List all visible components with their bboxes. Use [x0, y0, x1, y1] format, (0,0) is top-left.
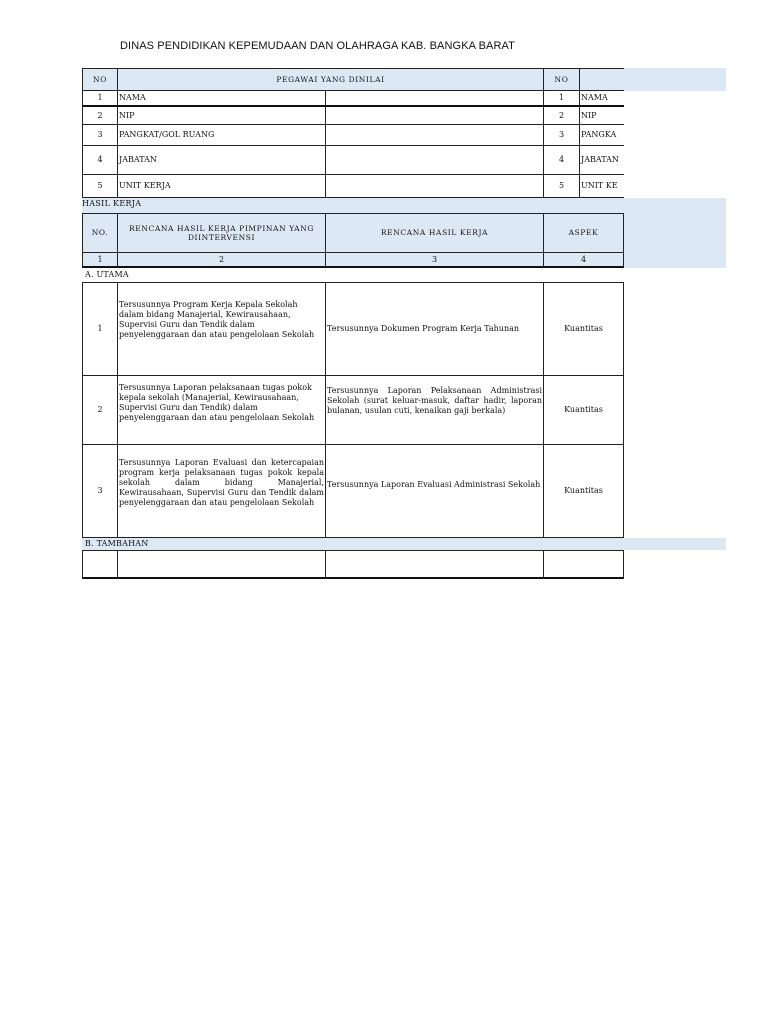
table-row-aspek: Kuantitas: [544, 445, 624, 538]
identity-label-right: PANGKA: [580, 125, 624, 146]
col-header-aspek: ASPEK: [544, 213, 624, 253]
col-number-1: 1: [82, 253, 118, 268]
identity-value: [326, 107, 544, 125]
header-right-blank: [580, 68, 624, 91]
identity-no-right: 2: [544, 107, 580, 125]
table-row-pimpinan: Tersusunnya Program Kerja Kepala Sekolah dalam bidang Manajerial, Kewirausahaan, Supervisi Guru dan Tendik dalam penyelenggaraan dan atau pengelolaan Sekolah: [118, 282, 326, 376]
hasil-shade-extension: [624, 198, 726, 268]
table-row-no: 1: [82, 282, 118, 376]
identity-value: [326, 146, 544, 175]
identity-label-right: NIP: [580, 107, 624, 125]
identity-label: NAMA: [118, 91, 326, 107]
table-row-no: 2: [82, 376, 118, 445]
col-header-rencana: RENCANA HASIL KERJA: [326, 213, 544, 253]
identity-no-right: 3: [544, 125, 580, 146]
identity-no: 5: [82, 175, 118, 198]
hasil-kerja-label: HASIL KERJA: [82, 199, 142, 208]
table-row-aspek: Kuantitas: [544, 282, 624, 376]
table-row-pimpinan: Tersusunnya Laporan pelaksanaan tugas pokok kepala sekolah (Manajerial, Kewirausahaan, Supervisi Guru dan Tendik) dalam penyelenggaraan dan atau pengelolaan Sekolah: [118, 376, 326, 445]
identity-value: [326, 125, 544, 146]
table-row-no: 3: [82, 445, 118, 538]
identity-no-right: 5: [544, 175, 580, 198]
header-no-right: NO: [544, 68, 580, 91]
identity-label: NIP: [118, 107, 326, 125]
table-row-empty-aspek: [544, 550, 624, 579]
table-row-empty-pimpinan: [118, 550, 326, 579]
document-title: DINAS PENDIDIKAN KEPEMUDAAN DAN OLAHRAGA KAB. BANGKA BARAT: [120, 40, 515, 52]
table-row-rencana: Tersusunnya Laporan Pelaksanaan Administrasi Sekolah (surat keluar-masuk, daftar hadir, laporan bulanan, usulan cuti, kenaikan gaji berkala): [326, 376, 544, 445]
col-header-pimpinan: RENCANA HASIL KERJA PIMPINAN YANG DIINTERVENSI: [118, 213, 326, 253]
col-number-4: 4: [544, 253, 624, 268]
section-b-label: B. TAMBAHAN: [85, 539, 149, 548]
col-number-2: 2: [118, 253, 326, 268]
table-row-empty-no: [82, 550, 118, 579]
table-row-rencana: Tersusunnya Dokumen Program Kerja Tahunan: [326, 282, 544, 376]
header-pegawai: PEGAWAI YANG DINILAI: [118, 68, 544, 91]
identity-value: [326, 91, 544, 107]
identity-label-right: UNIT KE: [580, 175, 624, 198]
hasil-kerja-band: [82, 198, 624, 213]
section-a-label: A. UTAMA: [85, 270, 129, 279]
identity-label: UNIT KERJA: [118, 175, 326, 198]
identity-label: JABATAN: [118, 146, 326, 175]
col-header-no: NO.: [82, 213, 118, 253]
identity-no: 1: [82, 91, 118, 107]
identity-no: 3: [82, 125, 118, 146]
identity-label: PANGKAT/GOL RUANG: [118, 125, 326, 146]
table-row-empty-rencana: [326, 550, 544, 579]
identity-value: [326, 175, 544, 198]
identity-no: 4: [82, 146, 118, 175]
header-no: NO: [82, 68, 118, 91]
identity-no-right: 1: [544, 91, 580, 107]
table-row-aspek: Kuantitas: [544, 376, 624, 445]
identity-label-right: NAMA: [580, 91, 624, 107]
identity-label-right: JABATAN: [580, 146, 624, 175]
table-row-rencana: Tersusunnya Laporan Evaluasi Administrasi Sekolah: [326, 445, 544, 538]
table-row-pimpinan: Tersusunnya Laporan Evaluasi dan ketercapaian program kerja pelaksanaan tugas pokok kepala sekolah dalam bidang Manajerial, Kewirausahaan, Supervisi Guru dan Tendik dalam penyelenggaraan dan atau pengelolaan Sekolah: [118, 445, 326, 538]
identity-no-right: 4: [544, 146, 580, 175]
identity-no: 2: [82, 107, 118, 125]
header-shade-extension: [624, 68, 726, 91]
col-number-3: 3: [326, 253, 544, 268]
